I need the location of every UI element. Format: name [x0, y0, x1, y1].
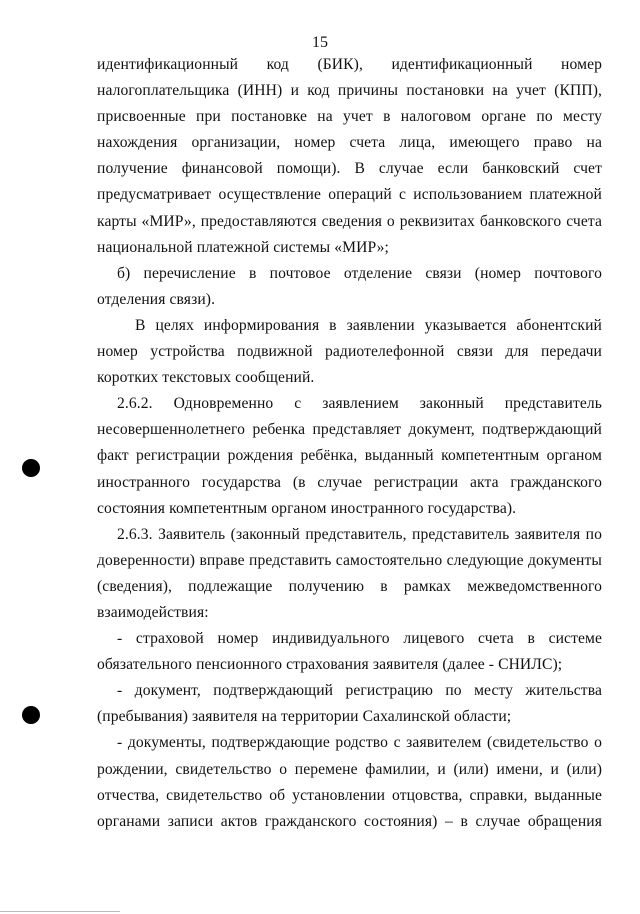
- binder-hole-lower: [22, 706, 40, 724]
- list-item-snils: - страховой номер индивидуального лицевого счета в системе обязательного пенсионного страхования заявителя (далее - СНИЛС);: [97, 630, 602, 674]
- list-item-registration: - документ, подтверждающий регистрацию по месту жительства (пребывания) заявителя на территории Сахалинской области;: [97, 682, 602, 726]
- scan-edge-line: [0, 911, 120, 912]
- paragraph-bank-details: идентификационный код (БИК), идентификационный номер налогоплательщика (ИНН) и код причины постановки на учет (КПП), присвоенные при постановке на учет в налоговом органе по месту нахождения организации, номер счета лица, имеющего право на получение финансовой помощи). В случае если банковский счет предусматривает осуществление операций с использованием платежной карты «МИР», предоставляются сведения о реквизитах банковского счета национальной платежной системы «МИР»;: [97, 56, 602, 256]
- page-number: 15: [312, 34, 328, 51]
- paragraph-2-6-3: 2.6.3. Заявитель (законный представитель, представитель заявителя по доверенности) вправе представить самостоятельно следующие документы (сведения), подлежащие получению в рамках межведомственного взаимодействия:: [97, 525, 602, 621]
- paragraph-phone-notice: В целях информирования в заявлении указывается абонентский номер устройства подвижной радиотелефонной связи для передачи коротких текстовых сообщений.: [97, 316, 602, 387]
- binder-hole-upper: [22, 459, 40, 477]
- paragraph-postal-transfer: б) перечисление в почтовое отделение связи (номер почтового отделения связи).: [97, 264, 602, 308]
- list-item-kinship-documents: - документы, подтверждающие родство с заявителем (свидетельство о рождении, свидетельство о перемене фамилии, и (или) имени, и (или) отчества, свидетельство об установлении отцовства, справки, выданные органами записи актов гражданского состояния) – в случае обращения: [97, 734, 602, 830]
- paragraph-2-6-2: 2.6.2. Одновременно с заявлением законный представитель несовершеннолетнего ребенка представляет документ, подтверждающий факт регистрации рождения ребёнка, выданный компетентным органом иностранного государства (в случае регистрации акта гражданского состояния компетентным органом иностранного государства).: [97, 395, 602, 517]
- document-body: [97, 52, 602, 835]
